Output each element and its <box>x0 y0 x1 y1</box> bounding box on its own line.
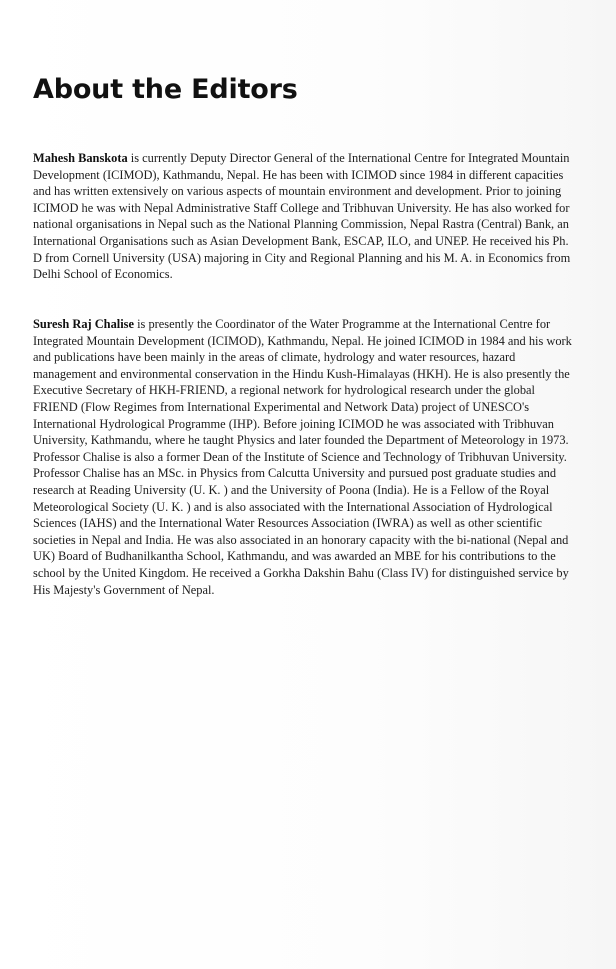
page-title: About the Editors <box>33 74 298 105</box>
editor-name: Suresh Raj Chalise <box>33 317 134 331</box>
editor-bio-text: is currently Deputy Director General of the International Centre for Integrated Mountain Development (ICIMOD), Kathmandu, Nepal. He has been with ICIMOD since 1984 in different capacities and has written extensively on various aspects of mountain environment and development. Prior to joining ICIMOD he was with Nepal Administrative Staff College and Tribhuvan University. He has also worked for national organisations in Nepal such as the National Planning Commission, Nepal Rastra (Central) Bank, an International Organisations such as Asian Development Bank, ESCAP, ILO, and UNEP. He received his Ph. D from Cornell University (USA) majoring in City and Regional Planning and his M. A. in Economics from Delhi School of Economics. <box>33 151 571 282</box>
editor-bio-text: is presently the Coordinator of the Water Programme at the International Centre for Integrated Mountain Development (ICIMOD), Kathmandu, Nepal. He joined ICIMOD in 1984 and his work and publications have been mainly in the areas of climate, hydrology and water resources, hazard management and environmental conservation in the Hindu Kush-Himalayas (HKH). He is also presently the Executive Secretary of HKH-FRIEND, a regional network for hydrological research under the global FRIEND (Flow Regimes from International Experimental and Network Data) project of UNESCO's International Hydrological Programme (IHP). Before joining ICIMOD he was associated with Tribhuvan University, Kathmandu, where he taught Physics and later founded the Department of Meteorology in 1973. Professor Chalise is also a former Dean of the Institute of Science and Technology of Tribhuvan University. Professor Chalise has an MSc. in Physics from Calcutta University and pursued post graduate studies and research at Reading University (U. K. ) and the University of Poona (India). He is a Fellow of the Royal Meteorological Society (U. K. ) and is also associated with the International Association of Hydrological Sciences (IAHS) and the International Water Resources Association (IWRA) as well as other scientific societies in Nepal and India. He was also associated in an honorary capacity with the bi-national (Nepal and UK) Board of Budhanilkantha School, Kathmandu, and was awarded an MBE for his contributions to the school by the United Kingdom. He received a Gorkha Dakshin Bahu (Class IV) for distinguished service by His Majesty's Government of Nepal. <box>33 317 572 597</box>
editor-bio-chalise <box>33 316 575 598</box>
editor-name: Mahesh Banskota <box>33 151 128 165</box>
editor-bio-banskota <box>33 150 575 283</box>
